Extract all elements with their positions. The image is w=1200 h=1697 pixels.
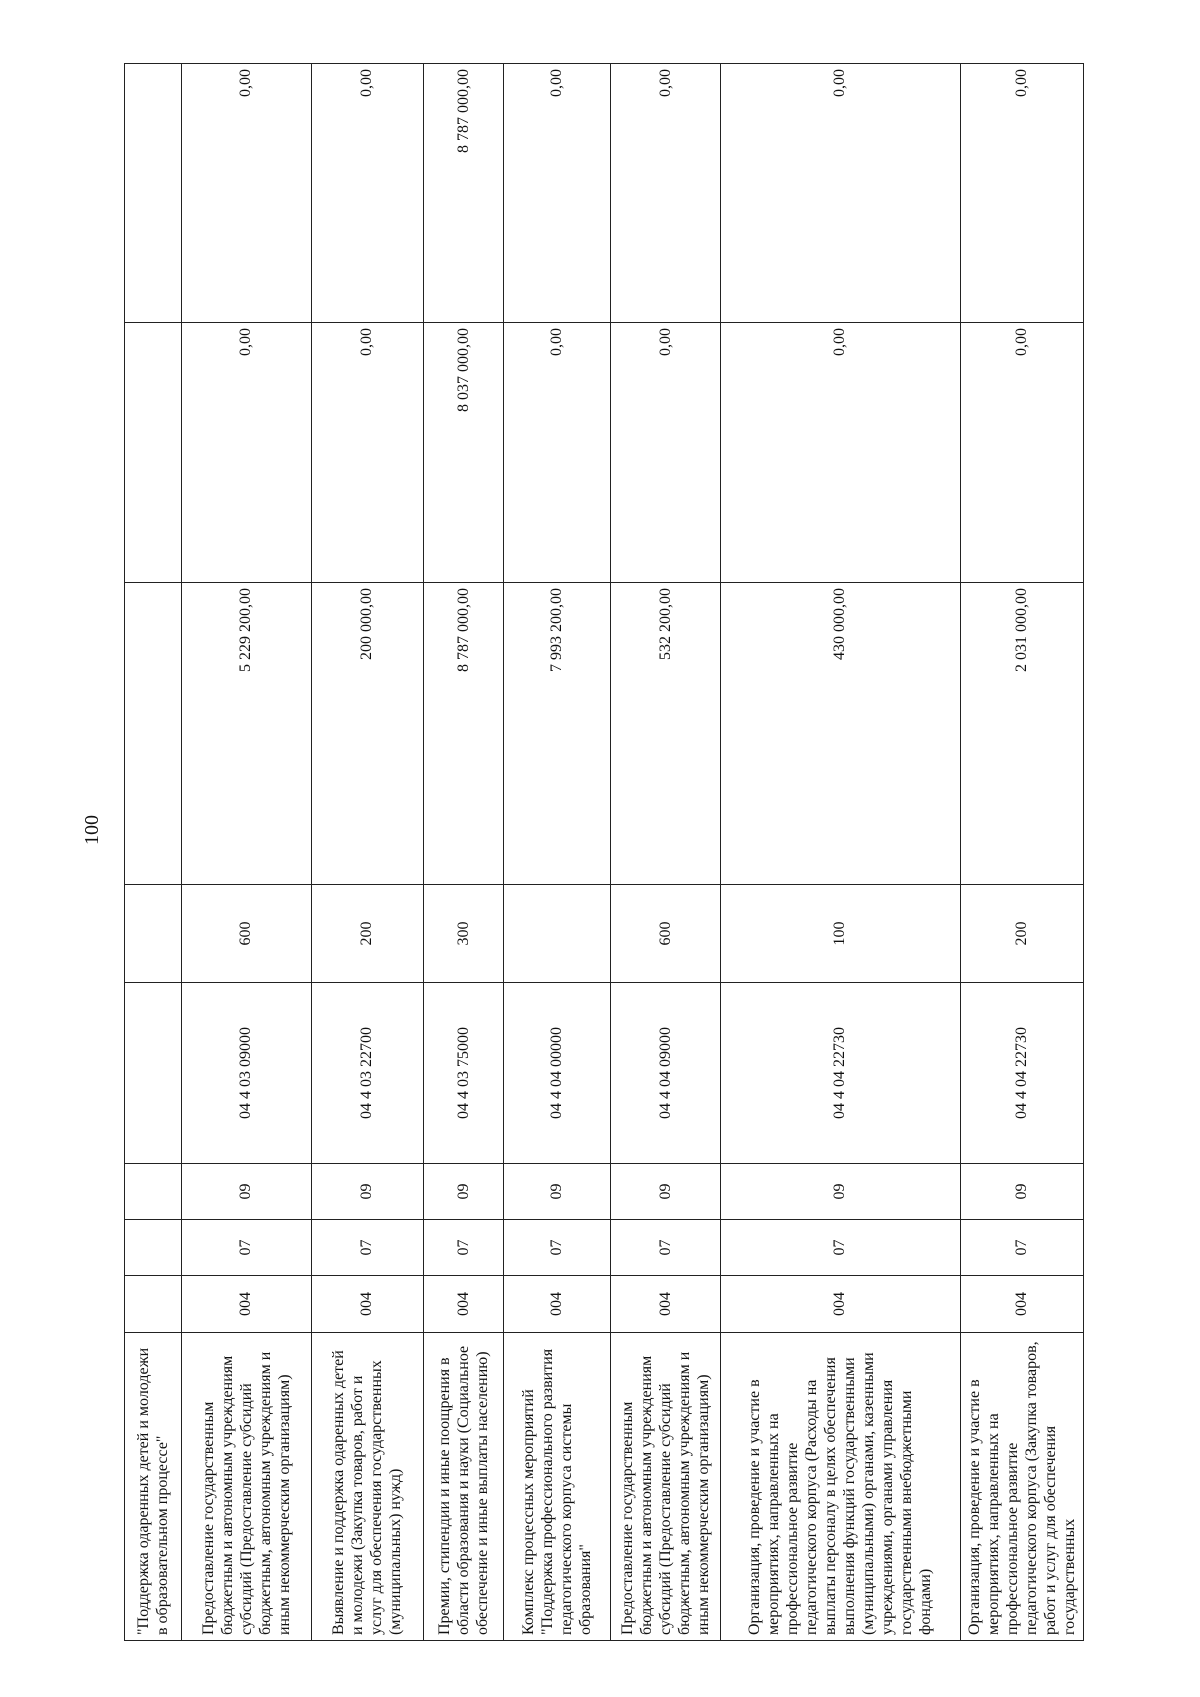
subsection-code: 09 xyxy=(423,1164,504,1220)
expense-type-code: 600 xyxy=(611,885,721,983)
amount-year-1 xyxy=(125,583,182,885)
row-description: "Поддержка одаренных детей и молодежи в образовательном процессе" xyxy=(125,1333,182,1641)
amount-year-1: 532 200,00 xyxy=(611,583,721,885)
row-description: Комплекс процессных мероприятий "Поддержка профессионального развития педагогического корпуса системы образования" xyxy=(504,1333,611,1641)
ministry-code: 004 xyxy=(311,1276,423,1333)
amount-year-3: 0,00 xyxy=(721,64,960,323)
amount-year-2: 0,00 xyxy=(721,323,960,583)
subsection-code: 09 xyxy=(504,1164,611,1220)
expense-type-code: 200 xyxy=(311,885,423,983)
table-row xyxy=(611,64,721,1641)
target-article-code: 04 4 04 00000 xyxy=(504,983,611,1164)
target-article-code xyxy=(125,983,182,1164)
target-article-code: 04 4 03 09000 xyxy=(182,983,312,1164)
section-code xyxy=(125,1220,182,1276)
amount-year-3: 0,00 xyxy=(960,64,1083,323)
table-body xyxy=(125,64,1084,1641)
table-row xyxy=(721,64,960,1641)
row-description: Выявление и поддержка одаренных детей и молодежи (Закупка товаров, работ и услуг для обеспечения государственных (муниципальных) нужд) xyxy=(311,1333,423,1641)
amount-year-2: 0,00 xyxy=(182,323,312,583)
expense-type-code: 600 xyxy=(182,885,312,983)
ministry-code xyxy=(125,1276,182,1333)
amount-year-1: 8 787 000,00 xyxy=(423,583,504,885)
amount-year-2: 0,00 xyxy=(960,323,1083,583)
amount-year-2: 0,00 xyxy=(611,323,721,583)
amount-year-1: 430 000,00 xyxy=(721,583,960,885)
amount-year-2: 0,00 xyxy=(504,323,611,583)
amount-year-1: 5 229 200,00 xyxy=(182,583,312,885)
subsection-code: 09 xyxy=(182,1164,312,1220)
table-row xyxy=(311,64,423,1641)
amount-year-1: 7 993 200,00 xyxy=(504,583,611,885)
target-article-code: 04 4 03 22700 xyxy=(311,983,423,1164)
amount-year-2: 0,00 xyxy=(311,323,423,583)
subsection-code: 09 xyxy=(311,1164,423,1220)
target-article-code: 04 4 04 22730 xyxy=(960,983,1083,1164)
expense-type-code: 300 xyxy=(423,885,504,983)
table-row xyxy=(960,64,1083,1641)
amount-year-3: 8 787 000,00 xyxy=(423,64,504,323)
section-code: 07 xyxy=(182,1220,312,1276)
ministry-code: 004 xyxy=(960,1276,1083,1333)
row-description: Предоставление государственным бюджетным и автономным учреждениям субсидий (Предоставление субсидий бюджетным, автономным учреждениям и иным некоммерческим организациям) xyxy=(182,1333,312,1641)
table-row xyxy=(504,64,611,1641)
amount-year-3: 0,00 xyxy=(611,64,721,323)
section-code: 07 xyxy=(611,1220,721,1276)
budget-table-wrapper xyxy=(124,64,1084,1641)
subsection-code: 09 xyxy=(721,1164,960,1220)
section-code: 07 xyxy=(423,1220,504,1276)
subsection-code xyxy=(125,1164,182,1220)
amount-year-3: 0,00 xyxy=(504,64,611,323)
row-description: Предоставление государственным бюджетным и автономным учреждениям субсидий (Предоставление субсидий бюджетным, автономным учреждениям и иным некоммерческим организациям) xyxy=(611,1333,721,1641)
ministry-code: 004 xyxy=(423,1276,504,1333)
ministry-code: 004 xyxy=(721,1276,960,1333)
section-code: 07 xyxy=(504,1220,611,1276)
table-row xyxy=(423,64,504,1641)
amount-year-3: 0,00 xyxy=(182,64,312,323)
target-article-code: 04 4 04 09000 xyxy=(611,983,721,1164)
amount-year-2: 8 037 000,00 xyxy=(423,323,504,583)
row-description: Организация, проведение и участие в мероприятиях, направленных на профессиональное развитие педагогического корпуса (Закупка товаров, работ и услуг для обеспечения государственных xyxy=(960,1333,1083,1641)
budget-table xyxy=(124,63,1084,1641)
row-description: Премии, стипендии и иные поощрения в области образования и науки (Социальное обеспечение и иные выплаты населению) xyxy=(423,1333,504,1641)
subsection-code: 09 xyxy=(960,1164,1083,1220)
amount-year-1: 200 000,00 xyxy=(311,583,423,885)
ministry-code: 004 xyxy=(611,1276,721,1333)
row-description: Организация, проведение и участие в мероприятиях, направленных на профессиональное развитие педагогического корпуса (Расходы на выплаты персоналу в целях обеспечения выполнения функций государственными (муниципальными) органами, казенными учреждениями, органами управления государственными внебюджетными фондами) xyxy=(721,1333,960,1641)
ministry-code: 004 xyxy=(182,1276,312,1333)
target-article-code: 04 4 03 75000 xyxy=(423,983,504,1164)
amount-year-2 xyxy=(125,323,182,583)
table-row xyxy=(182,64,312,1641)
subsection-code: 09 xyxy=(611,1164,721,1220)
amount-year-3: 0,00 xyxy=(311,64,423,323)
section-code: 07 xyxy=(960,1220,1083,1276)
expense-type-code xyxy=(504,885,611,983)
section-code: 07 xyxy=(721,1220,960,1276)
expense-type-code: 100 xyxy=(721,885,960,983)
amount-year-1: 2 031 000,00 xyxy=(960,583,1083,885)
target-article-code: 04 4 04 22730 xyxy=(721,983,960,1164)
page-number: 100 xyxy=(81,815,103,845)
expense-type-code: 200 xyxy=(960,885,1083,983)
expense-type-code xyxy=(125,885,182,983)
amount-year-3 xyxy=(125,64,182,323)
ministry-code: 004 xyxy=(504,1276,611,1333)
section-code: 07 xyxy=(311,1220,423,1276)
table-row xyxy=(125,64,182,1641)
